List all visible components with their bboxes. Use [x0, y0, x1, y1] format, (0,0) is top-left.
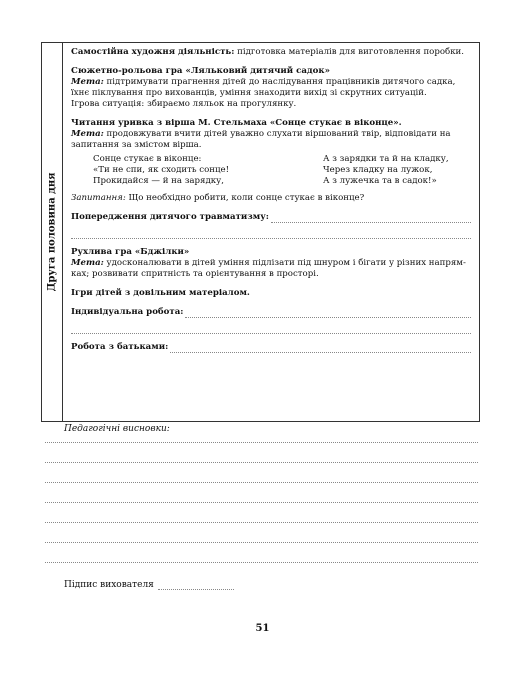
plan-table: [41, 42, 480, 422]
signature-row: [64, 580, 234, 590]
poem-line: А з зарядки та й на кладку,: [323, 154, 449, 164]
movement-game-block: [71, 247, 471, 280]
reading-goal-label: Мета:: [71, 129, 104, 139]
poem-line: «Ти не спи, як сходить сонце!: [93, 165, 230, 175]
conclusion-line[interactable]: [45, 502, 478, 503]
reading-block: [71, 118, 471, 204]
signature-line[interactable]: [158, 580, 234, 590]
write-in-line[interactable]: [71, 318, 471, 334]
parents-work-block: [71, 342, 471, 353]
movement-game-goal-label: Мета:: [71, 258, 104, 268]
role-game-block: [71, 66, 471, 110]
reading-goal-line2: запитання за змістом вірша.: [71, 140, 202, 150]
injury-prevention-title: Попередження дитячого травматизму:: [71, 212, 269, 222]
independent-art-text: підготовка матеріалів для виготовлення поробки.: [234, 47, 465, 57]
role-game-goal-text: підтримувати прагнення дітей до наслідування працівників дитячого садка,: [103, 77, 456, 87]
movement-game-goal-line2: ках; розвивати спритність та орієнтування в просторі.: [71, 269, 319, 279]
individual-work-block: [71, 307, 471, 334]
conclusions-label: Педагогічні висновки:: [64, 424, 170, 434]
write-in-line[interactable]: [71, 223, 471, 239]
poem-left: [71, 154, 323, 187]
poem-line: Прокидайся — й на зарядку,: [93, 176, 224, 186]
poem-line: А з лужечка та в садок!»: [323, 176, 437, 186]
poem-right: [323, 154, 471, 187]
question-label: Запитання:: [71, 193, 126, 203]
page-number: 51: [255, 623, 270, 634]
role-game-situation: Ігрова ситуація: збираємо ляльок на прогулянку.: [71, 99, 297, 109]
individual-work-title: Індивідуальна робота:: [71, 307, 184, 317]
poem: [71, 154, 471, 187]
conclusion-line[interactable]: [45, 462, 478, 463]
independent-art-block: [71, 47, 471, 58]
section-label: Друга половина дня: [46, 172, 58, 292]
role-game-goal-label: Мета:: [71, 77, 104, 87]
injury-prevention-block: [71, 212, 471, 239]
write-in-line[interactable]: [170, 343, 471, 353]
independent-art-title: Самостійна художня діяльність:: [71, 47, 235, 57]
write-in-line[interactable]: [185, 308, 471, 318]
plan-content: [71, 47, 471, 353]
write-in-line[interactable]: [271, 213, 471, 223]
movement-game-title: Рухлива гра «Бджілки»: [71, 247, 190, 257]
reading-goal-text: продовжувати вчити дітей уважно слухати віршований твір, відповідати на: [103, 129, 451, 139]
section-column: [42, 43, 63, 421]
poem-line: Сонце стукає в віконце:: [93, 154, 202, 164]
parents-work-title: Робота з батьками:: [71, 342, 169, 352]
conclusion-line[interactable]: [45, 442, 478, 443]
conclusion-line[interactable]: [45, 542, 478, 543]
movement-game-goal-text: удосконалювати в дітей уміння підлізати під шнуром і бігати у різних напрям-: [103, 258, 466, 268]
conclusion-line[interactable]: [45, 562, 478, 563]
question-text: Що необхідно робити, коли сонце стукає в віконце?: [125, 193, 365, 203]
reading-title: Читання уривка з вірша М. Стельмаха «Сонце стукає в віконце».: [71, 118, 402, 128]
conclusion-line[interactable]: [45, 522, 478, 523]
role-game-goal-line2: їхнє піклування про вихованців, уміння знаходити вихід зі скрутних ситуацій.: [71, 88, 427, 98]
conclusion-line[interactable]: [45, 482, 478, 483]
signature-label: Підпис вихователя: [64, 580, 154, 590]
poem-line: Через кладку на лужок,: [323, 165, 433, 175]
role-game-title: Сюжетно-рольова гра «Ляльковий дитячий садок»: [71, 66, 330, 76]
free-play: Ігри дітей з довільним матеріалом.: [71, 288, 250, 298]
